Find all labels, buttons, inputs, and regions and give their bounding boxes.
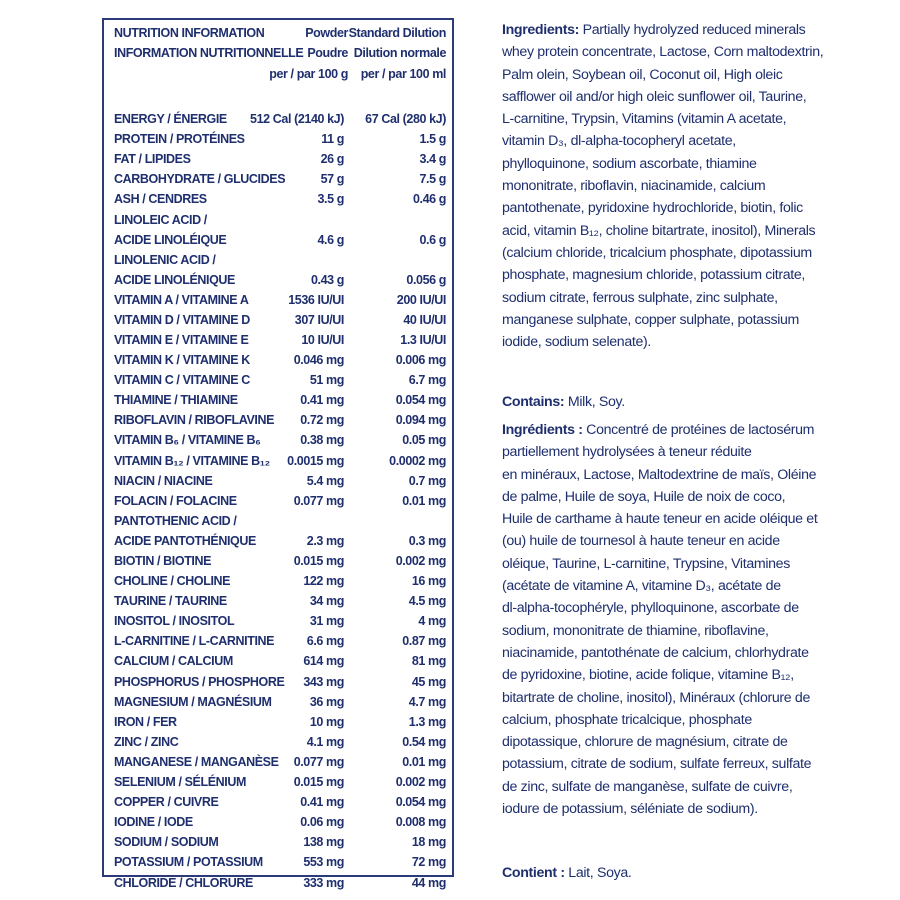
nutrient-row xyxy=(104,172,452,192)
nutrient-row xyxy=(104,132,452,152)
nutrient-name: PROTEIN / PROTÉINES xyxy=(114,132,245,147)
dilution-value: 3.4 g xyxy=(419,152,446,167)
powder-value: 512 Cal (2140 kJ) xyxy=(250,112,344,126)
ingredient-line: en minéraux, Lactose, Maltodextrine de maïs, Oléine xyxy=(502,466,817,483)
powder-value: 553 mg xyxy=(303,855,344,870)
nutrient-row xyxy=(104,454,452,474)
dilution-value: 4.5 mg xyxy=(408,594,446,609)
nutrient-name-line1: LINOLEIC ACID / xyxy=(114,212,207,227)
powder-value: 4.6 g xyxy=(317,232,344,247)
nutrient-row xyxy=(104,433,452,453)
nutrient-name: SODIUM / SODIUM xyxy=(114,835,219,850)
ingredient-line: manganese sulphate, copper sulphate, potassium xyxy=(502,311,800,328)
nutrient-row xyxy=(104,815,452,835)
powder-value: 10 mg xyxy=(309,714,344,729)
nutrient-row xyxy=(104,212,452,253)
powder-value: 3.5 g xyxy=(317,192,344,207)
ingredient-line: whey protein concentrate, Lactose, Corn maltodextrin, xyxy=(502,44,824,61)
powder-header-fr: Poudre xyxy=(307,46,348,60)
ingredients-fr-label: Ingrédients : xyxy=(502,422,583,438)
nutrient-name: ACIDE LINOLÉIQUE xyxy=(114,232,227,247)
powder-value: 0.015 mg xyxy=(293,775,344,789)
nutrient-name: IODINE / IODE xyxy=(114,815,193,830)
nutrient-name-line1: LINOLENIC ACID / xyxy=(114,252,216,267)
dilution-unit: per / par 100 ml xyxy=(360,67,446,81)
powder-value: 138 mg xyxy=(303,835,344,850)
dilution-value: 72 mg xyxy=(411,855,446,870)
nutrient-name: TAURINE / TAURINE xyxy=(114,594,227,609)
nutrient-row xyxy=(104,393,452,413)
ingredient-line: vitamin D₃, dl-alpha-tocopheryl acetate, xyxy=(502,133,736,150)
dilution-value: 40 IU/UI xyxy=(403,312,446,327)
powder-value: 0.38 mg xyxy=(300,433,344,448)
dilution-value: 45 mg xyxy=(411,674,446,689)
powder-value: 26 g xyxy=(320,152,344,167)
ingredient-line: pantothenate, pyridoxine hydrochloride, biotin, folic xyxy=(502,200,803,217)
dilution-value: 0.46 g xyxy=(412,192,446,207)
nutrient-name: VITAMIN B₁₂ / VITAMINE B₁₂ xyxy=(114,453,270,468)
ingredient-line: Palm olein, Soybean oil, Coconut oil, High oleic xyxy=(502,66,783,83)
nutrient-row xyxy=(104,313,452,333)
ingredient-line: Concentré de protéines de lactosérum xyxy=(582,422,815,438)
dilution-value: 18 mg xyxy=(411,835,446,850)
powder-value: 51 mg xyxy=(309,373,344,388)
ingredient-line: iodure de potassium, séléniate de sodium). xyxy=(502,801,758,818)
ingredient-line: de pyridoxine, biotine, acide folique, vitamine B₁₂, xyxy=(502,667,794,684)
nutrient-name: INOSITOL / INOSITOL xyxy=(114,614,235,629)
nutrient-row xyxy=(104,634,452,654)
contains-fr-text: Lait, Soya. xyxy=(564,865,632,881)
nutrient-name: MANGANESE / MANGANÈSE xyxy=(114,754,279,769)
powder-value: 11 g xyxy=(321,132,344,147)
nutrient-row xyxy=(104,474,452,494)
powder-value: 2.3 mg xyxy=(306,533,344,548)
powder-value: 122 mg xyxy=(303,574,344,588)
nutrient-name: ZINC / ZINC xyxy=(114,734,179,749)
dilution-value: 0.7 mg xyxy=(408,473,446,488)
nutrient-name: VITAMIN D / VITAMINE D xyxy=(114,312,250,327)
ingredient-line: L-carnitine, Trypsin, Vitamins (vitamin A acetate, xyxy=(502,111,787,128)
ingredient-line: iodide, sodium selenate). xyxy=(502,334,651,351)
powder-value: 0.015 mg xyxy=(293,553,344,568)
nutrient-row xyxy=(104,293,452,313)
nutrient-name: COPPER / CUIVRE xyxy=(114,795,219,810)
nutrient-row xyxy=(104,413,452,433)
ingredient-line: oléique, Taurine, L-carnitine, Trypsine, Vitamines xyxy=(502,555,790,572)
contains-en-text: Milk, Soy. xyxy=(564,394,625,410)
nutrient-row xyxy=(104,855,452,875)
nutrient-name: PHOSPHORUS / PHOSPHORE xyxy=(114,674,285,689)
dilution-value: 0.006 mg xyxy=(395,353,446,367)
nutrient-row xyxy=(104,795,452,815)
nutrition-title-en: NUTRITION INFORMATION xyxy=(114,26,265,40)
powder-value: 333 mg xyxy=(303,875,344,890)
dilution-value: 0.054 mg xyxy=(395,795,446,810)
contains-en xyxy=(502,391,854,413)
nutrient-row xyxy=(104,876,452,896)
ingredients-en-label: Ingredients: xyxy=(502,22,579,38)
dilution-value: 4.7 mg xyxy=(408,694,446,709)
powder-header-en: Powder xyxy=(305,26,348,40)
ingredients-en xyxy=(502,19,854,353)
nutrient-name: FOLACIN / FOLACINE xyxy=(114,493,237,508)
ingredient-line: phosphate, magnesium chloride, potassium citrate, xyxy=(502,267,806,284)
powder-value: 0.43 g xyxy=(310,272,344,287)
nutrient-row xyxy=(104,695,452,715)
contains-en-label: Contains: xyxy=(502,394,565,410)
powder-value: 4.1 mg xyxy=(306,734,344,749)
nutrient-name: VITAMIN C / VITAMINE C xyxy=(114,373,250,388)
powder-value: 34 mg xyxy=(309,594,344,609)
ingredient-line: potassium, citrate de sodium, sulfate ferreux, sulfate xyxy=(502,756,812,773)
nutrient-row xyxy=(104,654,452,674)
contains-fr xyxy=(502,862,854,884)
nutrient-row xyxy=(104,494,452,514)
nutrient-row xyxy=(104,554,452,574)
nutrient-row xyxy=(104,735,452,755)
nutrient-name-line1: PANTOTHENIC ACID / xyxy=(114,513,237,528)
ingredients-fr xyxy=(502,419,854,820)
dilution-value: 0.002 mg xyxy=(395,775,446,789)
nutrient-row xyxy=(104,614,452,634)
nutrient-name: CHLORIDE / CHLORURE xyxy=(114,875,253,890)
ingredient-line: calcium, phosphate tricalcique, phosphate xyxy=(502,711,752,728)
dilution-value: 0.056 g xyxy=(406,272,446,287)
dilution-value: 0.87 mg xyxy=(402,634,446,649)
dilution-header-en: Standard Dilution xyxy=(348,26,446,40)
nutrient-row xyxy=(104,252,452,293)
ingredient-line: mononitrate, riboflavin, niacinamide, calcium xyxy=(502,178,766,195)
powder-value: 0.077 mg xyxy=(293,754,344,769)
nutrient-name: L-CARNITINE / L-CARNITINE xyxy=(114,634,275,649)
dilution-value: 67 Cal (280 kJ) xyxy=(365,112,446,126)
powder-value: 31 mg xyxy=(309,614,344,629)
ingredient-line: bitartrate de choline, inositol), Minéraux (chlorure de xyxy=(502,689,811,706)
nutrient-name: VITAMIN K / VITAMINE K xyxy=(114,353,250,367)
powder-value: 0.72 mg xyxy=(300,413,344,428)
ingredient-line: sodium citrate, ferrous sulphate, zinc sulphate, xyxy=(502,289,778,306)
dilution-value: 0.3 mg xyxy=(408,533,446,548)
dilution-value: 1.3 IU/UI xyxy=(400,332,446,347)
ingredient-line: safflower oil and/or high oleic sunflower oil, Taurine, xyxy=(502,88,807,105)
nutrient-row xyxy=(104,715,452,735)
powder-value: 0.41 mg xyxy=(300,393,344,408)
nutrition-title-fr: INFORMATION NUTRITIONNELLE xyxy=(114,46,304,60)
nutrient-name: ENERGY / ÉNERGIE xyxy=(114,112,227,126)
dilution-value: 4 mg xyxy=(418,614,446,629)
dilution-value: 0.05 mg xyxy=(402,433,446,448)
dilution-value: 1.3 mg xyxy=(408,714,446,729)
dilution-value: 81 mg xyxy=(411,654,446,669)
dilution-value: 0.094 mg xyxy=(395,413,446,428)
powder-value: 343 mg xyxy=(303,674,344,689)
powder-value: 1536 IU/UI xyxy=(288,292,344,307)
nutrient-name: ACIDE PANTOTHÉNIQUE xyxy=(114,533,256,548)
nutrient-row xyxy=(104,513,452,554)
powder-value: 614 mg xyxy=(303,654,344,669)
ingredient-line: de zinc, sulfate de manganèse, sulfate de cuivre, xyxy=(502,778,793,795)
dilution-value: 200 IU/UI xyxy=(396,292,446,307)
nutrient-name: MAGNESIUM / MAGNÉSIUM xyxy=(114,694,272,709)
powder-value: 5.4 mg xyxy=(306,473,344,488)
nutrient-name: CALCIUM / CALCIUM xyxy=(114,654,233,669)
dilution-header-fr: Dilution normale xyxy=(353,46,446,60)
nutrient-row xyxy=(104,675,452,695)
nutrient-name: VITAMIN B₆ / VITAMINE B₆ xyxy=(114,433,261,448)
nutrient-row xyxy=(104,574,452,594)
dilution-value: 0.01 mg xyxy=(402,754,446,769)
powder-value: 0.046 mg xyxy=(293,353,344,367)
powder-value: 0.0015 mg xyxy=(287,453,344,468)
dilution-value: 0.6 g xyxy=(419,232,446,247)
ingredient-line: acid, vitamin B₁₂, choline bitartrate, inositol), Minerals xyxy=(502,222,816,239)
nutrient-name: VITAMIN A / VITAMINE A xyxy=(114,292,249,307)
ingredient-line: (acétate de vitamine A, vitamine D₃, acétate de xyxy=(502,578,781,595)
powder-value: 10 IU/UI xyxy=(301,332,344,347)
powder-value: 0.077 mg xyxy=(293,493,344,508)
nutrient-row xyxy=(104,835,452,855)
dilution-value: 1.5 g xyxy=(419,132,446,147)
dilution-value: 0.002 mg xyxy=(395,553,446,568)
dilution-value: 0.54 mg xyxy=(402,734,446,749)
nutrient-row xyxy=(104,755,452,775)
ingredient-line: partiellement hydrolysées à teneur réduite xyxy=(502,444,752,461)
powder-value: 0.41 mg xyxy=(300,795,344,810)
ingredient-line: niacinamide, pantothénate de calcium, chlorhydrate xyxy=(502,644,809,661)
ingredient-line: dipotassique, chlorure de magnésium, citrate de xyxy=(502,734,788,751)
nutrient-name: IRON / FER xyxy=(114,714,177,729)
powder-value: 57 g xyxy=(320,172,344,187)
powder-value: 0.06 mg xyxy=(300,815,344,830)
nutrient-row xyxy=(104,192,452,212)
nutrient-name: THIAMINE / THIAMINE xyxy=(114,393,238,408)
dilution-value: 44 mg xyxy=(411,875,446,890)
nutrient-row xyxy=(104,152,452,172)
powder-value: 307 IU/UI xyxy=(294,312,344,327)
dilution-value: 16 mg xyxy=(411,574,446,588)
nutrient-row xyxy=(104,333,452,353)
nutrient-name: ASH / CENDRES xyxy=(114,192,207,207)
ingredient-line: Huile de carthame à haute teneur en acide oléique et xyxy=(502,511,818,528)
nutrient-name: VITAMIN E / VITAMINE E xyxy=(114,332,249,347)
nutrient-name: BIOTIN / BIOTINE xyxy=(114,553,212,568)
nutrient-row xyxy=(104,112,452,132)
dilution-value: 0.0002 mg xyxy=(389,453,446,468)
powder-value: 36 mg xyxy=(309,694,344,709)
ingredient-line: phylloquinone, sodium ascorbate, thiamine xyxy=(502,155,757,172)
powder-value: 6.6 mg xyxy=(306,634,344,649)
nutrient-name: RIBOFLAVIN / RIBOFLAVINE xyxy=(114,413,275,428)
dilution-value: 7.5 g xyxy=(419,172,446,187)
nutrient-name: CARBOHYDRATE / GLUCIDES xyxy=(114,172,286,187)
dilution-value: 0.054 mg xyxy=(395,393,446,408)
nutrient-row xyxy=(104,594,452,614)
nutrient-name: ACIDE LINOLÉNIQUE xyxy=(114,272,235,287)
ingredient-line: (ou) huile de tournesol à haute teneur en acide xyxy=(502,533,780,550)
contains-fr-label: Contient : xyxy=(502,865,565,881)
ingredient-line: (calcium chloride, tricalcium phosphate, dipotassium xyxy=(502,244,812,261)
ingredient-line: sodium, mononitrate de thiamine, riboflavine, xyxy=(502,622,769,639)
nutrient-row xyxy=(104,775,452,795)
nutrient-name: CHOLINE / CHOLINE xyxy=(114,574,231,588)
nutrient-name: FAT / LIPIDES xyxy=(114,152,191,167)
dilution-value: 0.008 mg xyxy=(395,815,446,830)
ingredient-line: Partially hydrolyzed reduced minerals xyxy=(579,22,806,38)
dilution-value: 6.7 mg xyxy=(408,373,446,388)
ingredient-line: dl-alpha-tocophéryle, phylloquinone, ascorbate de xyxy=(502,600,799,617)
nutrition-panel xyxy=(102,18,454,890)
ingredient-line: de palme, Huile de soya, Huile de noix de coco, xyxy=(502,488,786,505)
powder-unit: per / par 100 g xyxy=(269,67,348,81)
nutrient-name: POTASSIUM / POTASSIUM xyxy=(114,855,263,870)
dilution-value: 0.01 mg xyxy=(402,493,446,508)
nutrient-row xyxy=(104,373,452,393)
nutrient-row xyxy=(104,353,452,373)
nutrient-name: NIACIN / NIACINE xyxy=(114,473,213,488)
nutrient-name: SELENIUM / SÉLÉNIUM xyxy=(114,775,246,789)
